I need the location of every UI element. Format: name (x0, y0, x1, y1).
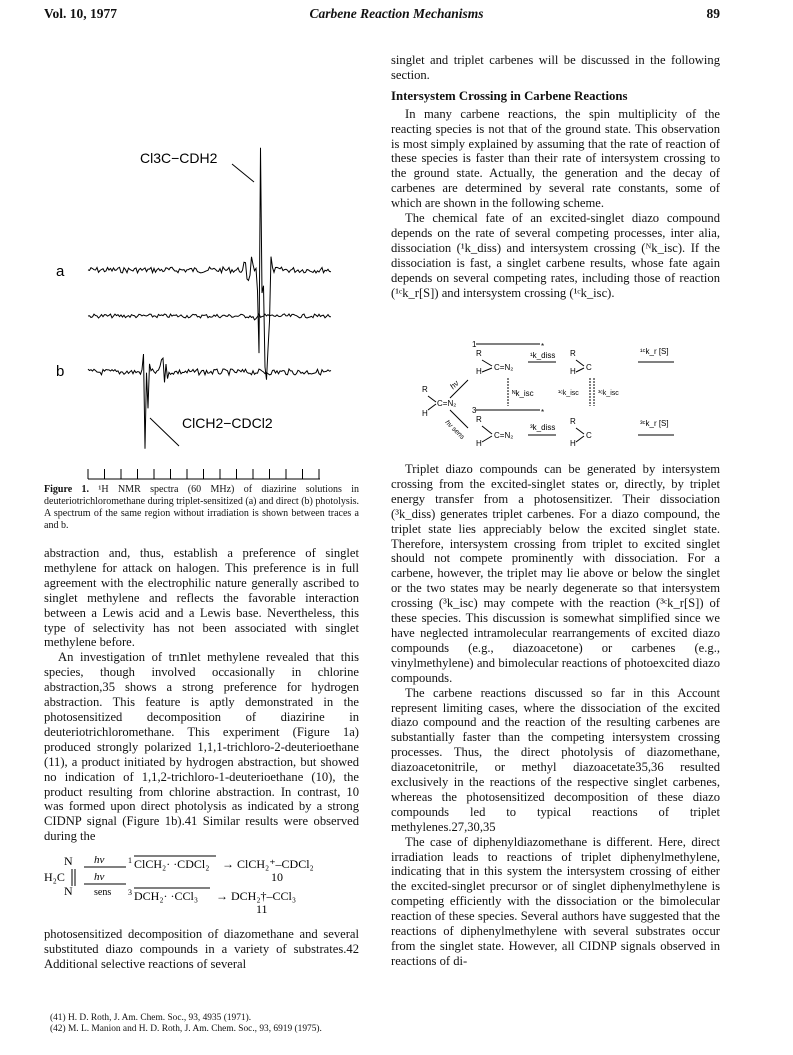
svg-text:*: * (541, 408, 545, 417)
eq-num-10: 10 (271, 870, 283, 884)
caption-text: ¹H NMR spectra (60 MHz) of diazirine solutions in deuteriotrichloromethane during triplet-sensitized (a) and direct (b) photolysis. A spectrum of the same region without irradiation is shown between traces a and b. (44, 484, 359, 531)
svg-text:R: R (570, 349, 576, 358)
svg-text:¹ᶜk_r [S]: ¹ᶜk_r [S] (640, 347, 669, 356)
right-paragraph-0: singlet and triplet carbenes will be discussed in the following section. (391, 53, 720, 82)
svg-text:hν: hν (448, 378, 461, 392)
reaction-equation (44, 853, 364, 923)
left-paragraph-2: An investigation of trıոlet methylene revealed that this species, though involved occasionally in chlorine abstraction,35 shows a strong preference for hydrogen abstraction. This feature is aptly demonstrated in the photosensitized decomposition of diazirine in deuteriotrichloromethane. This experiment (Figure 1a) produced strongly polarized 1,1,1-trichloro-2-deuterioethane (11), a product initiated by hydrogen abstraction, but showed no indication of 1,1,2-trichloro-1-deuterioethane (10), the product resulting from chlorine abstraction. In contrast, 10 was formed upon direct photolysis as indicated by a strong CIDNP signal (Figure 1b).41 Similar results were observed during the (44, 650, 359, 844)
figure-caption (44, 484, 359, 532)
eq-hv-top: hν (94, 854, 105, 866)
lower-label-pointer (150, 418, 179, 446)
eq-num-11: 11 (256, 902, 268, 916)
svg-text:R: R (476, 415, 482, 424)
svg-text:³ᶜk_isc: ³ᶜk_isc (598, 390, 619, 397)
footnote-41: (41) H. D. Roth, J. Am. Chem. Soc., 93, 4935 (1971). (50, 1013, 252, 1023)
svg-text:1: 1 (128, 856, 132, 865)
kinetic-scheme (420, 340, 710, 455)
eq-n-bottom: N (64, 884, 73, 898)
trace-a (88, 148, 331, 380)
svg-text:C: C (586, 431, 592, 440)
svg-text:C: C (586, 363, 592, 372)
journal-title: Carbene Reaction Mechanisms (309, 6, 484, 21)
eq-triplet-pair: DCH₂· ·CCl₃ (134, 889, 199, 903)
eq-singlet-pair: ClCH₂· ·CDCl₂ (134, 857, 210, 871)
right-paragraph-3: Triplet diazo compounds can be generated by intersystem crossing from the excited-singlet states or, directly, by triplet energy transfer from a photosensitizer. Their dissociation (³k_diss) generates triplet carbenes. For a diazo compound, the triplet state lies appreciably below the excited singlet state. Therefore, intersystem crossing from triplet to excited singlet should not compete prominently with dissociation. For a carbene, however, the triplet may lie above or below the singlet or the two states may be nearly degenerate so that intersystem crossing (³k_isc) may compete with the reaction (³ᶜk_r[S]) of these species. This discussion is somewhat simplified since we have neglected intramolecular rearrangements of excited diazo compounds (e.g., diazoacetone) or carbenes (e.g., vinylmethylene) and bimolecular reactions of photoexcited diazo compounds. (391, 462, 720, 685)
svg-text:C=N₂: C=N₂ (494, 363, 514, 372)
eq-singlet-product: → ClCH₂⁺–CDCl₂ (222, 857, 314, 871)
svg-text:H: H (422, 409, 428, 418)
svg-text:H: H (570, 439, 576, 448)
section-heading: Intersystem Crossing in Carbene Reactions (391, 88, 628, 103)
right-column-continued (391, 462, 720, 969)
footnote-42: (42) M. L. Manion and H. D. Roth, J. Am. Chem. Soc., 93, 6919 (1975). (50, 1024, 322, 1035)
eq-n-top: N (64, 854, 73, 868)
right-paragraph-2: The chemical fate of an excited-singlet diazo compound depends on the rate of several competing processes, inter alia, dissociation (¹k_diss) and intersystem crossing (ᴺk_isc). If the dissociation is fast, a singlet carbene results, whose fate again depends on several competing rates, including those of reaction (¹ᶜk_r[S]) and intersystem crossing (¹ᶜk_isc). (391, 211, 720, 300)
svg-text:C=N₂: C=N₂ (437, 399, 457, 408)
svg-text:1: 1 (472, 340, 477, 349)
svg-text:3: 3 (128, 888, 132, 897)
svg-text:*: * (541, 342, 545, 351)
svg-text:R: R (476, 349, 482, 358)
svg-text:³k_diss: ³k_diss (530, 423, 556, 432)
left-column (44, 546, 359, 844)
eq-sens: sens (94, 887, 112, 898)
page-number: 89 (706, 6, 720, 21)
trace-reference (88, 314, 331, 320)
figure-1-spectra (44, 54, 364, 484)
trace-a-label: a (56, 263, 65, 280)
svg-text:hν sens: hν sens (443, 419, 466, 442)
scheme-ground-diazo (422, 385, 456, 418)
svg-text:C=N₂: C=N₂ (494, 431, 514, 440)
svg-text:¹ᶜk_isc: ¹ᶜk_isc (558, 390, 579, 397)
lower-peak-label: ClCH2−CDCl2 (182, 415, 273, 431)
left-paragraph-1: abstraction and, thus, establish a preference of singlet methylene for attack on halogen. This preference is in full agreement with the electrophilic nature generally ascribed to singlet methylene and reflects the favorable interaction between a Lewis acid and a Lewis base. Nevertheless, this type of selectivity has not been associated with singlet methylene before. (44, 546, 359, 650)
right-paragraph-1: In many carbene reactions, the spin multiplicity of the reacting species is not that of the ground state. This observation is most simply explained by assuming that the rate of reaction of these species is faster than their rate of intersystem crossing to the ground state. Actually, the generation and the decay of carbenes are determined by several rate constants, some of which are shown in the following scheme. (391, 106, 720, 211)
svg-text:¹k_diss: ¹k_diss (530, 351, 556, 360)
svg-text:3: 3 (472, 406, 477, 415)
eq-hv-bottom: hν (94, 871, 105, 883)
svg-text:H: H (476, 367, 482, 376)
eq-triplet-product: → DCH₂†–CCl₃ (216, 889, 297, 903)
svg-text:³ᶜk_r [S]: ³ᶜk_r [S] (640, 419, 669, 428)
left-column-continued (44, 927, 359, 972)
right-column (391, 53, 720, 301)
frequency-axis (88, 469, 320, 479)
svg-text:R: R (422, 385, 428, 394)
trace-b-label: b (56, 363, 65, 380)
eq-h2c: H₂C (44, 870, 65, 884)
svg-text:H: H (476, 439, 482, 448)
scheme-triplet-carbene (570, 417, 592, 448)
footnotes (50, 1013, 370, 1035)
caption-label: Figure 1. (44, 484, 90, 495)
right-paragraph-4: The carbene reactions discussed so far in this Account represent limiting cases, where the dissociation of the excited diazo compound and the reaction of the resulting carbenes are substantially faster than the competing intersystem crossing processes. Thus, the direct photolysis of diazomethane, diazoacetonitrile, or methyl diazoacetate35,36 resulted exclusively in the reactions of the respective singlet carbenes, whereas the photosensitized decomposition of these diazo compounds led to typical reactions of triplet methylenes.27,30,35 (391, 685, 720, 834)
volume-label: Vol. 10, 1977 (44, 6, 118, 21)
left-paragraph-3: photosensitized decomposition of diazomethane and several substituted diazo compounds in a variety of substrates.42 Additional selective reactions of several (44, 927, 359, 971)
svg-text:ᴺk_isc: ᴺk_isc (512, 389, 534, 398)
trace-b (88, 354, 331, 449)
upper-peak-label: Cl3C−CDH2 (140, 150, 218, 166)
scheme-singlet-carbene (570, 349, 592, 376)
right-paragraph-5: The case of diphenyldiazomethane is different. Here, direct irradiation leads to reactions of triplet diphenylmethylene, indicating that in this system the intersystem crossing of either the excited-singlet precursor or of singlet diphenylmethylene is competing efficiently with the dissociation or the bimolecular reaction of these species. Several authors have suggested that the reactions of diphenylmethylene with several substrates occur from the singlet state. However, all CIDNP signals observed in reactions of di- (391, 834, 720, 968)
upper-label-pointer (232, 164, 254, 182)
svg-text:H: H (570, 367, 576, 376)
svg-text:R: R (570, 417, 576, 426)
